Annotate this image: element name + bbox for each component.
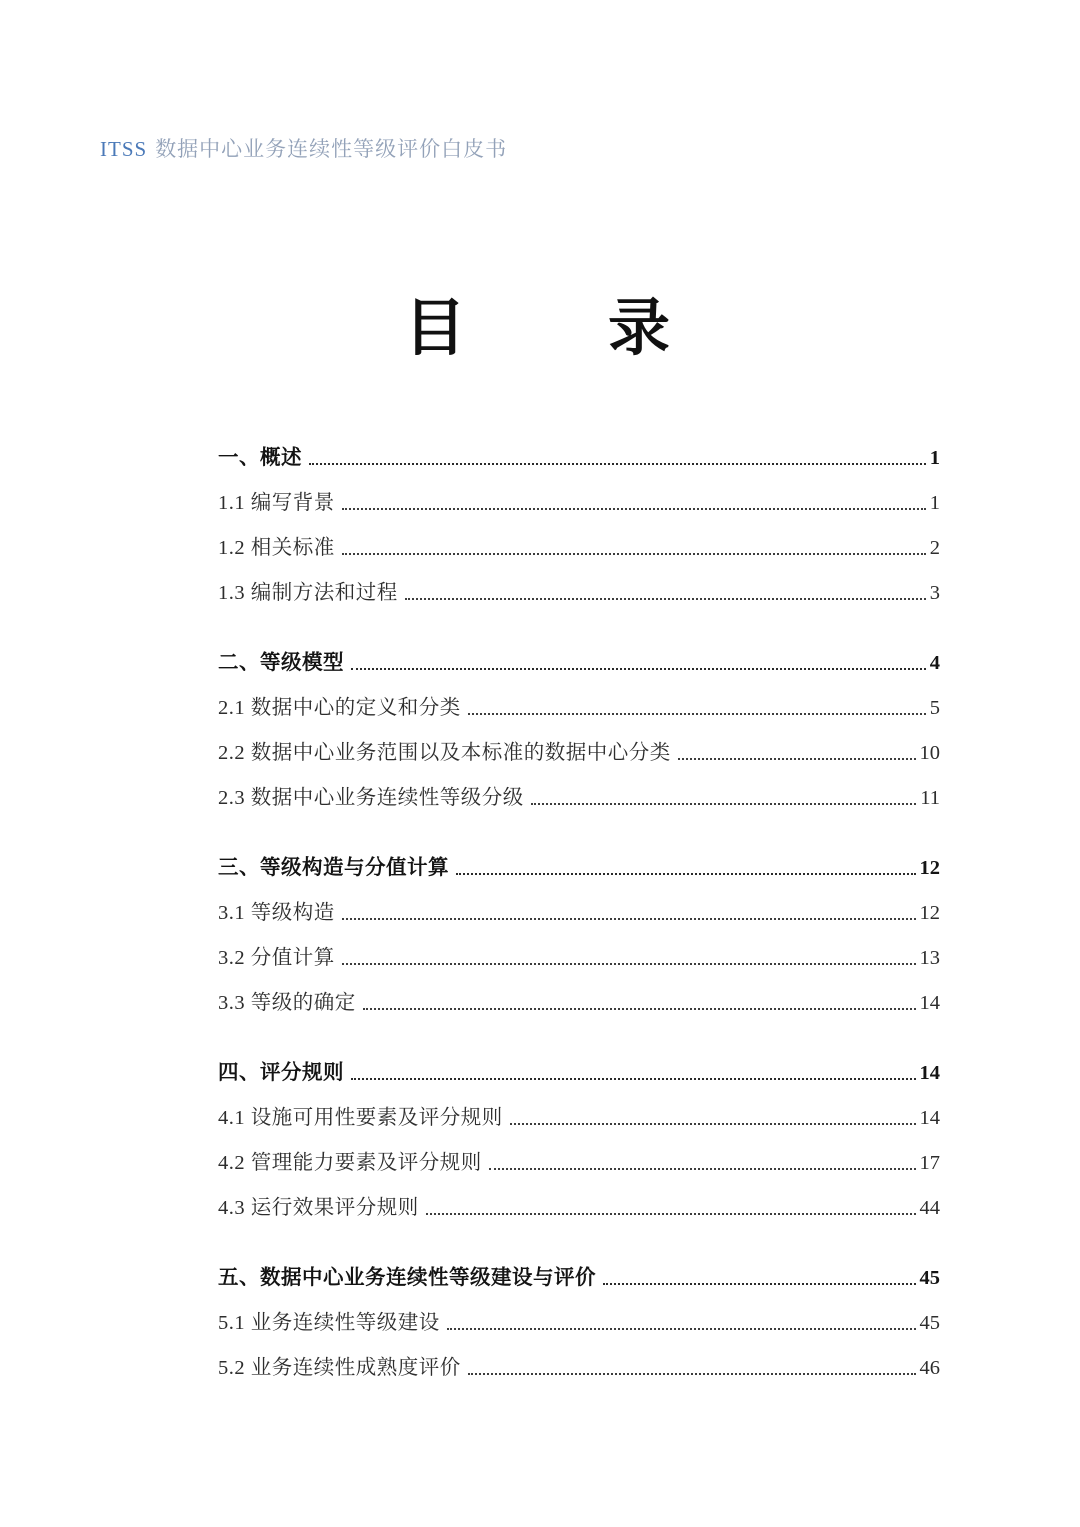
toc-page-number: 12 bbox=[919, 902, 940, 924]
table-of-contents bbox=[218, 440, 940, 1395]
toc-dot-leader bbox=[603, 1283, 916, 1285]
toc-dot-leader bbox=[342, 963, 916, 965]
toc-section-heading bbox=[218, 1055, 940, 1085]
toc-page-number: 1 bbox=[929, 492, 940, 514]
toc-page-number: 2 bbox=[929, 537, 940, 559]
toc-entry bbox=[218, 780, 940, 810]
toc-page-number: 17 bbox=[919, 1152, 940, 1174]
toc-entry-label: 4.3 运行效果评分规则 bbox=[218, 1197, 419, 1219]
toc-entry bbox=[218, 690, 940, 720]
toc-section-5 bbox=[218, 1260, 940, 1380]
page-header bbox=[100, 133, 507, 163]
toc-entry bbox=[218, 1145, 940, 1175]
toc-page-number: 10 bbox=[919, 742, 940, 764]
toc-entry bbox=[218, 575, 940, 605]
toc-entry bbox=[218, 530, 940, 560]
toc-entry bbox=[218, 735, 940, 765]
toc-entry-label: 3.3 等级的确定 bbox=[218, 992, 356, 1014]
toc-dot-leader bbox=[426, 1213, 916, 1215]
toc-entry-label: 五、数据中心业务连续性等级建设与评价 bbox=[218, 1267, 596, 1289]
toc-entry-label: 二、等级模型 bbox=[218, 652, 344, 674]
toc-entry-label: 3.1 等级构造 bbox=[218, 902, 335, 924]
itss-brand-text: ITSS bbox=[100, 137, 148, 161]
toc-entry-label: 4.1 设施可用性要素及评分规则 bbox=[218, 1107, 503, 1129]
toc-entry bbox=[218, 1350, 940, 1380]
toc-entry-label: 2.1 数据中心的定义和分类 bbox=[218, 697, 461, 719]
toc-entry-label: 5.2 业务连续性成熟度评价 bbox=[218, 1357, 461, 1379]
toc-dot-leader bbox=[456, 873, 916, 875]
toc-entry-label: 4.2 管理能力要素及评分规则 bbox=[218, 1152, 482, 1174]
toc-page-number: 1 bbox=[929, 447, 940, 469]
toc-section-heading bbox=[218, 850, 940, 880]
toc-entry bbox=[218, 1100, 940, 1130]
toc-page-number: 12 bbox=[919, 857, 940, 879]
toc-dot-leader bbox=[342, 553, 926, 555]
toc-dot-leader bbox=[309, 463, 926, 465]
toc-page-number: 4 bbox=[929, 652, 940, 674]
toc-page-number: 3 bbox=[929, 582, 940, 604]
toc-page-number: 45 bbox=[919, 1312, 940, 1334]
toc-dot-leader bbox=[468, 713, 926, 715]
toc-dot-leader bbox=[678, 758, 916, 760]
toc-entry-label: 1.1 编写背景 bbox=[218, 492, 335, 514]
toc-section-heading bbox=[218, 645, 940, 675]
toc-section-2 bbox=[218, 645, 940, 810]
toc-page-number: 44 bbox=[919, 1197, 940, 1219]
toc-entry-label: 3.2 分值计算 bbox=[218, 947, 335, 969]
toc-page-number: 5 bbox=[929, 697, 940, 719]
toc-section-heading bbox=[218, 440, 940, 470]
toc-entry bbox=[218, 1305, 940, 1335]
toc-entry-label: 1.2 相关标准 bbox=[218, 537, 335, 559]
toc-entry-label: 四、评分规则 bbox=[218, 1062, 344, 1084]
toc-entry bbox=[218, 895, 940, 925]
toc-entry bbox=[218, 1190, 940, 1220]
header-title: 数据中心业务连续性等级评价白皮书 bbox=[155, 137, 508, 161]
toc-section-3 bbox=[218, 850, 940, 1015]
toc-dot-leader bbox=[351, 668, 926, 670]
toc-dot-leader bbox=[342, 918, 916, 920]
toc-dot-leader bbox=[405, 598, 926, 600]
toc-page-number: 14 bbox=[919, 992, 940, 1014]
toc-dot-leader bbox=[531, 803, 917, 805]
toc-dot-leader bbox=[510, 1123, 916, 1125]
toc-dot-leader bbox=[342, 508, 926, 510]
toc-title: 目 录 bbox=[403, 295, 676, 363]
toc-entry-label: 2.2 数据中心业务范围以及本标准的数据中心分类 bbox=[218, 742, 671, 764]
toc-entry-label: 一、概述 bbox=[218, 447, 302, 469]
toc-dot-leader bbox=[489, 1168, 916, 1170]
toc-page-number: 11 bbox=[920, 787, 940, 809]
toc-entry bbox=[218, 940, 940, 970]
toc-page-number: 45 bbox=[919, 1267, 940, 1289]
toc-section-4 bbox=[218, 1055, 940, 1220]
toc-entry-label: 1.3 编制方法和过程 bbox=[218, 582, 398, 604]
toc-page-number: 46 bbox=[919, 1357, 940, 1379]
toc-dot-leader bbox=[351, 1078, 916, 1080]
toc-entry bbox=[218, 985, 940, 1015]
toc-entry-label: 三、等级构造与分值计算 bbox=[218, 857, 449, 879]
toc-dot-leader bbox=[447, 1328, 916, 1330]
toc-dot-leader bbox=[468, 1373, 916, 1375]
toc-section-1 bbox=[218, 440, 940, 605]
toc-section-heading bbox=[218, 1260, 940, 1290]
toc-page-number: 13 bbox=[919, 947, 940, 969]
toc-dot-leader bbox=[363, 1008, 916, 1010]
toc-page-number: 14 bbox=[919, 1107, 940, 1129]
toc-entry-label: 5.1 业务连续性等级建设 bbox=[218, 1312, 440, 1334]
toc-entry-label: 2.3 数据中心业务连续性等级分级 bbox=[218, 787, 524, 809]
toc-entry bbox=[218, 485, 940, 515]
toc-page-number: 14 bbox=[919, 1062, 940, 1084]
